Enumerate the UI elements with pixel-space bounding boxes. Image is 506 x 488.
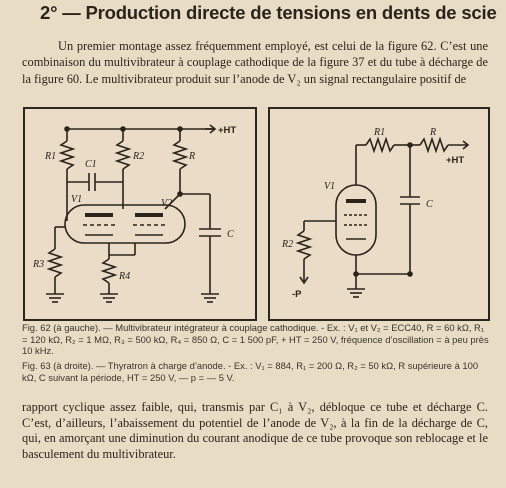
fig62-label-c: C <box>227 229 234 240</box>
fig62-label-r: R <box>189 151 196 162</box>
fig62-label-r4: R4 <box>119 271 131 282</box>
fig63-label-c: C <box>426 199 433 210</box>
fig63-label-p: -P <box>292 289 302 300</box>
fig63-label-r: R <box>430 127 437 138</box>
fig62-label-r1: R1 <box>45 151 57 162</box>
closing-paragraph: rapport cyclique assez faible, qui, transmis par C₁ à V₂, débloque ce tube et décharge C. C’est, d’ailleurs, l’abaissement du potentiel de l’anode de V₂, à la fin de la décharge de C, qui, en amorçant une diminution du courant anodique de ce tube provoque son reblocage et le basculement du multivibrateur. <box>22 400 488 461</box>
fig62-label-r3: R3 <box>33 259 45 270</box>
fig62-label-r2: R2 <box>133 151 145 162</box>
fig63-label-v1: V1 <box>324 181 336 192</box>
fig62-label-v1: V1 <box>71 194 83 205</box>
figure-62-svg <box>25 109 255 319</box>
figure-62-caption: Fig. 62 (à gauche). — Multivibrateur intégrateur à couplage cathodique. - Ex. : V₁ et V₂ = ECC40, R = 60 kΩ, R₁ = 120 kΩ, R₂ = 1 MΩ, R₃ = 500 kΩ, R₄ = 850 Ω, C = 1 500 pF, + HT = 250 V, fréquence d’oscillation = à peu près 10 kHz. <box>22 322 489 357</box>
figure-63-schematic <box>268 107 490 321</box>
figure-63-svg <box>270 109 488 319</box>
figure-62-schematic <box>23 107 257 321</box>
fig62-label-ht: +HT <box>218 125 237 136</box>
figure-63-caption: Fig. 63 (à droite). — Thyratron à charge d’anode. - Ex. : V₁ = 884, R₁ = 200 Ω, R₂ = 50 kΩ, R supérieure à 100 kΩ, C suivant la période, HT = 250 V, — p = — 5 V. <box>22 360 479 383</box>
fig63-label-r1: R1 <box>374 127 386 138</box>
intro-paragraph: Un premier montage assez fréquemment employé, est celui de la figure 62. C’est une combinaison du multivibrateur à couplage cathodique de la figure 37 et du tube à décharge de la figure 60. Le multivibrateur produit sur l’anode de V₂ un signal rectangulaire positif de <box>22 39 488 86</box>
fig63-label-ht: +HT <box>446 155 465 166</box>
fig63-label-r2: R2 <box>282 239 294 250</box>
section-heading: 2° — Production directe de tensions en dents de scie <box>40 2 497 23</box>
fig62-label-v2: V2 <box>161 198 173 209</box>
fig62-label-c1: C1 <box>85 159 97 170</box>
